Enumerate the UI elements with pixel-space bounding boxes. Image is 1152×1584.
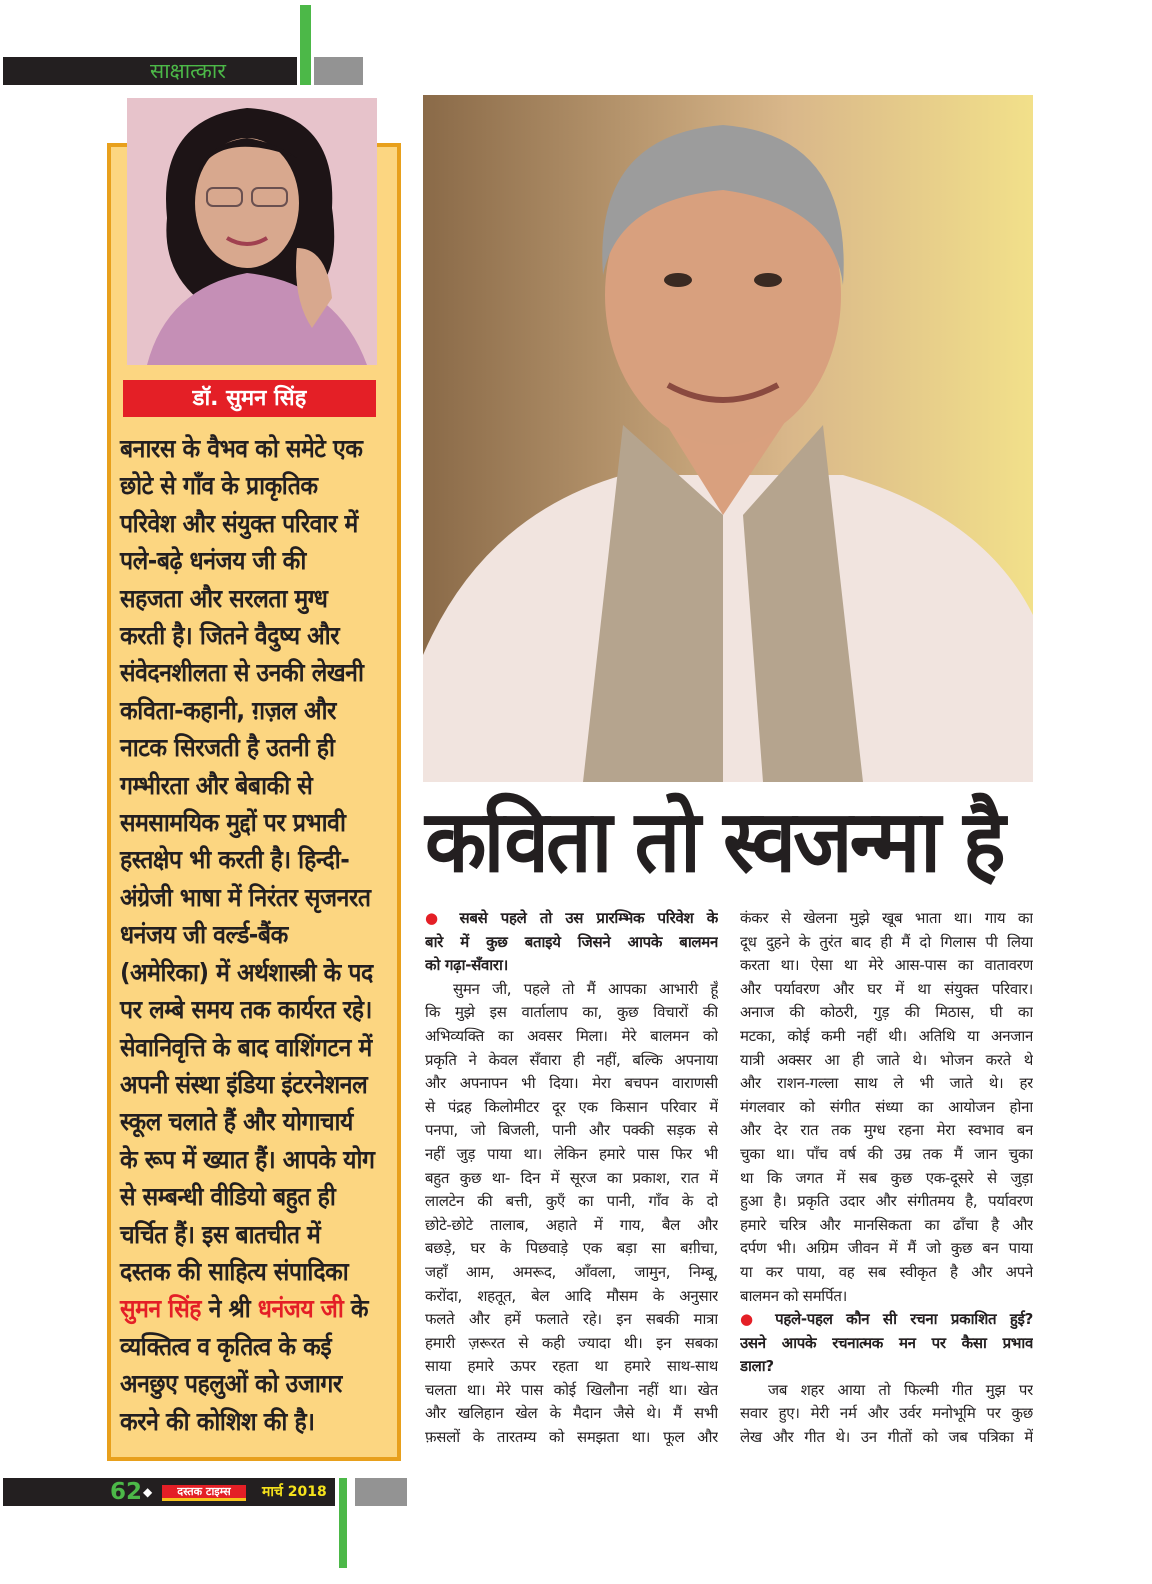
answer-line	[740, 1237, 1033, 1261]
answer-line	[425, 1096, 718, 1120]
question-text: को गढ़ा-सँवारा।	[425, 956, 508, 975]
answer-text: जहाँ आम, अमरूद, आँवला, जामुन, निम्बू,	[425, 1262, 718, 1281]
article-column-2	[740, 907, 1033, 1450]
answer-line	[740, 1402, 1033, 1426]
answer-text: फलते और हमें फलाते रहे। इन सबकी मात्रा	[425, 1310, 718, 1329]
intro-line: (अमेरिका) में अर्थशास्त्री के पद	[120, 957, 373, 987]
answer-text: हमारे चरित्र और मानसिकता का ढाँचा है और	[740, 1215, 1033, 1234]
footer-separator: ◆	[143, 1485, 153, 1499]
answer-text: करता था। ऐसा था मेरे आस-पास का वातावरण	[740, 956, 1033, 975]
intro-line: कविता-कहानी, ग़ज़ल और	[120, 695, 336, 725]
answer-line	[425, 1049, 718, 1073]
page-number: 62	[110, 1479, 143, 1505]
question-text: सबसे पहले तो उस प्रारम्भिक परिवेश के	[459, 909, 718, 927]
intro-line: गम्भीरता और बेबाकी से	[120, 770, 313, 800]
answer-text: बहुत कुछ था- दिन में सूरज का प्रकाश, रात में	[425, 1168, 718, 1187]
intro-line: अनछुए पहलुओं को उजागर	[120, 1369, 342, 1399]
answer-text: और देर रात तक मुग्ध रहना मेरा स्वभाव बन	[740, 1121, 1033, 1140]
answer-text: या कर पाया, वह सब स्वीकृत है और अपने	[740, 1262, 1033, 1281]
answer-line	[425, 1167, 718, 1191]
intro-line: स्कूल चलाते हैं और योगाचार्य	[120, 1107, 353, 1137]
answer-text: और पर्यावरण और घर में था संयुक्त परिवार।	[740, 979, 1033, 998]
answer-line	[425, 1402, 718, 1426]
bullet-icon: ●	[740, 1310, 762, 1329]
intro-line: समसामयिक मुद्दों पर प्रभावी	[120, 808, 346, 838]
intro-text-segment: के	[343, 1294, 369, 1324]
answer-line	[740, 1426, 1033, 1450]
intro-line: परिवेश और संयुक्त परिवार में	[120, 508, 358, 538]
intro-line: अपनी संस्था इंडिया इंटरनेशनल	[120, 1069, 368, 1099]
answer-text: और अपनापन भी दिया। मेरा बचपन वाराणसी	[425, 1074, 718, 1093]
intro-line: पर लम्बे समय तक कार्यरत रहे।	[120, 995, 372, 1025]
answer-line	[740, 1214, 1033, 1238]
answer-text: सुमन जी, पहले तो मैं आपका आभारी हूँ	[453, 979, 718, 998]
headline: कविता तो स्वजन्मा है	[425, 792, 1003, 892]
intro-line: बनारस के वैभव को समेटे एक	[120, 434, 363, 463]
answer-text: बछड़े, घर के पिछवाड़े एक बड़ा सा बग़ीचा,	[425, 1239, 718, 1258]
answer-text: लालटेन की बत्ती, कुएँ का पानी, गाँव के दो	[425, 1192, 718, 1211]
answer-line	[740, 1167, 1033, 1191]
answer-text: लेख और गीत थे। उन गीतों को जब पत्रिका में	[740, 1428, 1033, 1447]
answer-line	[740, 1049, 1033, 1073]
answer-line	[425, 1190, 718, 1214]
answer-text: था कि जगत में सब कुछ एक-दूसरे से जुड़ा	[740, 1168, 1033, 1187]
answer-text: करोंदा, शहतूत, बेल आदि मौसम के अनुसार	[425, 1286, 718, 1305]
intro-line: चर्चित हैं। इस बातचीत में	[120, 1219, 321, 1249]
answer-text: चलता था। मेरे पास कोई खिलौना नहीं था। खेत	[425, 1380, 718, 1399]
magazine-logo: दस्तक टाइम्स	[162, 1485, 246, 1501]
answer-text: साया हमारे ऊपर रहता था हमारे साथ-साथ	[425, 1357, 718, 1376]
answer-line	[740, 978, 1033, 1002]
bullet-icon: ●	[425, 909, 447, 927]
question-line	[425, 954, 718, 978]
question-line	[740, 1332, 1033, 1356]
answer-line	[425, 1355, 718, 1379]
interviewer-photo	[127, 98, 377, 365]
answer-line	[425, 1119, 718, 1143]
answer-line	[740, 1261, 1033, 1285]
answer-text: पनपा, जो बिजली, पानी और पक्की सड़क से	[425, 1121, 718, 1140]
intro-line: करती है। जितने वैदुष्य और	[120, 621, 340, 651]
intro-line: व्यक्तित्व व कृतित्व के कई	[120, 1331, 332, 1361]
answer-text: छोटे-छोटे तालाब, अहाते में गाय, बैल और	[425, 1215, 718, 1234]
issue-date: मार्च 2018	[262, 1484, 327, 1500]
answer-line	[740, 1119, 1033, 1143]
answer-line	[425, 1025, 718, 1049]
intro-line: अंग्रेजी भाषा में निरंतर सृजनरत	[120, 882, 371, 912]
answer-text: हमारी ज़रूरत से कही ज्यादा थी। इन सबका	[425, 1333, 718, 1352]
answer-line	[740, 1072, 1033, 1096]
answer-line	[425, 1214, 718, 1238]
answer-line	[425, 978, 718, 1002]
answer-text: कि मुझे इस वार्तालाप का, कुछ विचारों की	[425, 1003, 718, 1022]
answer-line	[740, 1025, 1033, 1049]
intro-line	[120, 1290, 373, 1327]
question-text: डाला?	[740, 1357, 774, 1376]
answer-line	[425, 1308, 718, 1332]
answer-text: मटका, कोई कमी नहीं थी। अतिथि या अनजान	[740, 1026, 1033, 1045]
answer-text: फ़सलों के तारतम्य को समझता था। फूल और	[425, 1428, 718, 1447]
intro-text-segment: ने श्री	[201, 1294, 258, 1324]
answer-text: दूध दुहने के तुरंत बाद ही मैं दो गिलास पी लिया	[740, 932, 1033, 951]
answer-text: नहीं जुड़ पाया था। लेकिन हमारे पास फिर भी	[425, 1144, 718, 1163]
answer-line	[740, 907, 1033, 931]
intro-text	[120, 430, 395, 1440]
answer-text: यात्री अक्सर आ ही जाते थे। भोजन करते थे	[740, 1050, 1033, 1069]
highlighted-name: सुमन सिंह	[120, 1294, 202, 1324]
answer-line	[740, 1143, 1033, 1167]
intro-line: छोटे से गाँव के प्राकृतिक	[120, 471, 318, 501]
answer-line	[740, 1001, 1033, 1025]
answer-text: से पंद्रह किलोमीटर दूर एक किसान परिवार में	[425, 1097, 718, 1116]
answer-line	[740, 931, 1033, 955]
answer-line	[740, 1190, 1033, 1214]
answer-line	[425, 1332, 718, 1356]
answer-line	[740, 1285, 1033, 1309]
answer-line	[425, 1379, 718, 1403]
intro-line: सेवानिवृत्ति के बाद वाशिंगटन में	[120, 1032, 372, 1062]
answer-text: हुआ है। प्रकृति उदार और संगीतमय है, पर्यावरण	[740, 1192, 1033, 1211]
intro-line: दस्तक की साहित्य संपादिका	[120, 1256, 349, 1286]
intro-line: से सम्बन्धी वीडियो बहुत ही	[120, 1182, 336, 1212]
interviewee-photo	[423, 95, 1033, 782]
answer-text: और राशन-गल्ला साथ ले भी जाते थे। हर	[740, 1074, 1033, 1093]
answer-text: अनाज की कोठरी, गुड़ की मिठास, घी का	[740, 1003, 1033, 1022]
answer-line	[425, 1237, 718, 1261]
intro-line: नाटक सिरजती है उतनी ही	[120, 733, 335, 763]
answer-text: बालमन को समर्पित।	[740, 1286, 848, 1305]
answer-line	[425, 1261, 718, 1285]
answer-text: चुका था। पाँच वर्ष की उम्र तक मैं जान चुका	[740, 1144, 1033, 1163]
intro-line: सहजता और सरलता मुग्ध	[120, 583, 328, 613]
gray-accent-block	[355, 1478, 407, 1506]
highlighted-name: धनंजय जी	[257, 1294, 344, 1324]
question-line	[740, 1355, 1033, 1379]
answer-text: सवार हुए। मेरी नर्म और उर्वर मनोभूमि पर कुछ	[740, 1404, 1033, 1423]
answer-text: दर्पण भी। अग्रिम जीवन में मैं जो कुछ बन पाया	[740, 1239, 1033, 1258]
answer-line	[425, 1072, 718, 1096]
green-accent-bar	[339, 1478, 347, 1568]
question-line	[740, 1308, 1033, 1332]
question-line	[425, 931, 718, 955]
answer-line	[425, 1426, 718, 1450]
intro-line: संवेदनशीलता से उनकी लेखनी	[120, 658, 364, 688]
interviewer-name: डॉ. सुमन सिंह	[123, 380, 376, 417]
answer-line	[425, 1143, 718, 1167]
intro-line: करने की कोशिश की है।	[120, 1406, 315, 1436]
intro-line: पले-बढ़े धनंजय जी की	[120, 546, 306, 576]
gray-accent-block	[314, 57, 363, 85]
question-line	[425, 907, 718, 931]
answer-text: अभिव्यक्ति का अवसर मिला। मेरे बालमन को	[425, 1026, 718, 1045]
question-text: बारे में कुछ बताइये जिसने आपके बालमन	[425, 932, 718, 951]
answer-line	[740, 954, 1033, 978]
answer-text: कंकर से खेलना मुझे खूब भाता था। गाय का	[740, 909, 1033, 927]
intro-line: के रूप में ख्यात हैं। आपके योग	[120, 1144, 375, 1174]
intro-line: हस्तक्षेप भी करती है। हिन्दी-	[120, 845, 350, 875]
article-column-1	[425, 907, 718, 1450]
answer-line	[425, 1001, 718, 1025]
answer-text: जब शहर आया तो फिल्मी गीत मुझ पर	[768, 1380, 1033, 1399]
green-accent-bar	[300, 5, 311, 85]
question-text: उसने आपके रचनात्मक मन पर कैसा प्रभाव	[740, 1333, 1033, 1352]
answer-text: प्रकृति ने केवल सँवारा ही नहीं, बल्कि अपनाया	[425, 1050, 718, 1069]
answer-text: मंगलवार को संगीत संध्या का आयोजन होना	[740, 1097, 1033, 1116]
answer-line	[425, 1285, 718, 1309]
question-text: पहले-पहल कौन सी रचना प्रकाशित हुई?	[775, 1310, 1033, 1329]
answer-text: और खलिहान खेल के मैदान जैसे थे। मैं सभी	[425, 1404, 718, 1423]
answer-line	[740, 1096, 1033, 1120]
intro-line: धनंजय जी वर्ल्ड-बैंक	[120, 920, 288, 950]
section-label: साक्षात्कार	[150, 59, 226, 83]
answer-line	[740, 1379, 1033, 1403]
